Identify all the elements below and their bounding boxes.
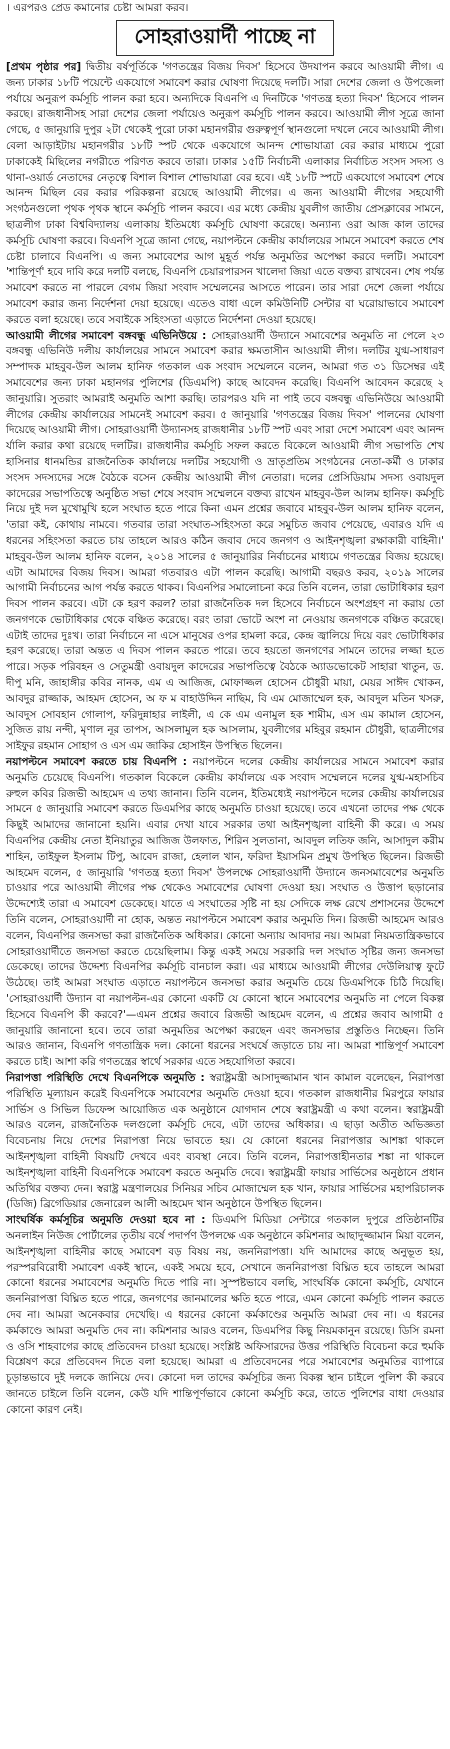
paragraph-text: দ্বিতীয় বর্ষপূর্তিকে 'গণতন্ত্রের বিজয় দিবস' হিসেবে উদযাপন করবে আওয়ামী লীগ। এ জন্য ঢাকার ১৮টি পয়েন্টে একযোগে সমাবেশ করার ঘোষণা দিয়েছে দলটি। সারা দেশের জেলা ও উপজেলা পর্যায়ে অনুরূপ কর্মসূচি পালন করা হবে। অন্যদিকে বিএনপি এ দিনটিকে 'গণতন্ত্র হত্যা দিবস' হিসেবে পালন করছে। রাজধানীসহ সারা দেশের জেলা পর্যায়েও অনুরূপ কর্মসূচি পালন করবে। আওয়ামী লীগ সূত্রে জানা গেছে, ৫ জানুয়ারি দুপুর ২টা থেকেই পুরো ঢাকা মহানগরীর গুরুত্বপূর্ণ স্থানগুলো দখলে নেবে আওয়ামী লীগ। বেলা আড়াইটায় মহানগরীর ১৮টি স্পট থেকে একযোগে আনন্দ শোভাযাত্রা বের করার মাধ্যমে পুরো ঢাকাকেই মিছিলের নগরীতে পরিণত করবে তারা। ঢাকার ১৫টি নির্বাচনী এলাকার নির্বাচিত সংসদ সদস্য ও থানা-ওয়ার্ড নেতাদের নেতৃত্বে বিশাল বিশাল শোভাযাত্রা বের হবে। এই ১৮টি স্পটে একযোগে সমাবেশ শেষে আনন্দ মিছিল বের করার পরিকল্পনা রয়েছে আওয়ামী লীগের। এ জন্য আওয়ামী লীগের সহযোগী সংগঠনগুলো পৃথক পৃথক স্থানে কর্মসূচি পালন করবে। এর মধ্যে কেন্দ্রীয় যুবলীগ জাতীয় প্রেসক্লাবের সামনে, ছাত্রলীগ ঢাকা বিশ্ববিদ্যালয় এলাকায় ইতিমধ্যে কর্মসূচি ঘোষণা করেছে। অন্যান্য ওরা আজ কাল তাদের কর্মসূচি ঘোষণা করবে। বিএনপি সূত্রে জানা গেছে, নয়াপল্টনে কেন্দ্রীয় কার্যালয়ের সামনে সমাবেশ করতে শেষ চেষ্টা চালাবে বিএনপি। এ জন্য সমাবেশের আগ মুহূর্ত পর্যন্ত অনুমতির অপেক্ষা করবে দলটি। সমাবেশ 'শান্তিপূর্ণ' হবে দাবি করে দলটি বলছে, বিএনপি চেয়ারপারসন খালেদা জিয়া এতে বক্তব্য রাখবেন। শেষ পর্যন্ত সমাবেশ করতে না পারলে বেগম জিয়া সংবাদ সম্মেলনের আসতে পারেন। তার সারা দেশে জেলা পর্যায়ে সমাবেশ করার জন্য নির্দেশনা দেয়া হয়েছে। এতেও বাধা এলে কমিউনিটি সেন্টার বা ঘরোয়াভাবে সমাবেশ করতে বলা হয়েছে। তবে সবাইকে সহিংসতা এড়াতে নির্দেশনা দেওয়া হয়েছে। (6, 61, 444, 326)
paragraph-2 (6, 329, 444, 756)
paragraph-text: ডিএমপি মিডিয়া সেন্টারে গতকাল দুপুরে প্রতিষ্ঠানটির অনলাইন নিউজ পোর্টালের তৃতীয় বর্ষে পদার্পণ উপলক্ষে এক অনুষ্ঠানে কমিশনার আছাদুজ্জামান মিয়া বলেন, আইনশৃঙ্খলা বাহিনীর কাছে সমাবেশ বড় বিষয় নয়, জননিরাপত্তা। যদি আমাদের কাছে অনুভূত হয়, পরস্পরবিরোধী সমাবেশ একই স্থানে, একই সময়ে হবে, সেখানে জননিরাপত্তা বিঘ্নিত হবে তাহলে আমরা কোনো ধরনের সমাবেশের অনুমতি দিতে পারি না। সুস্পষ্টভাবে বলছি, সাংঘর্ষিক কোনো কর্মসূচি, যেখানে জননিরাপত্তা বিঘ্নিত হতে পারে, জনগণের জানমালের ক্ষতি হতে পারে, এমন কোনো কর্মসূচি পালন করতে দেব না। আমরা অনেকবার দেখেছি। এ ধরনের কোনো কর্মকাণ্ডের অনুমতি আমরা দেব না। এ ধরনের কর্মকাণ্ডে আমরা অনুমতি দেব না। কমিশনার আরও বলেন, ডিএমপির কিছু নিয়মকানুন রয়েছে। ডিসি রমনা ও ওসি শাহবাগের কাছে প্রতিবেদন চাওয়া হয়েছে। সংশ্লিষ্ট অফিসারদের উত্তর পরিস্থিতি বিবেচনা করে হুমকি বিশ্লেষণ করে প্রতিবেদন দিতে বলা হয়েছে। আমরা এ প্রতিবেদনের পরে সমাবেশের অনুমতির ব্যাপারে চূড়ান্তভাবে দুই দলকে জানিয়ে দেব। কোনো দল তাদের কর্মসূচির জন্য বিকল্প স্থান চাইলে পুলিশ কী করবে জানতে চাইলে তিনি বলেন, কেউ যদি শান্তিপূর্ণভাবে কোনো কর্মসূচি করে, তাতে পুলিশের বাধা দেওয়ার কোনো কারণ নেই। (6, 1214, 444, 1416)
paragraph-1 (6, 60, 444, 329)
paragraph-text: সোহরাওয়ার্দী উদ্যানে সমাবেশের অনুমতি না পেলে ২৩ বঙ্গবন্ধু এভিনিউ দলীয় কার্যালয়ের সামনে সমাবেশ করার ক্ষমতাসীন আওয়ামী লীগ। দলটির যুগ্ম-সাধারণ সম্পাদক মাহবুব-উল আলম হানিফ গতকাল এক সংবাদ সম্মেলনে বলেন, আমরা গত ৩১ ডিসেম্বর এই সমাবেশের জন্য ঢাকা মহানগর পুলিশের (ডিএমপি) কাছে আবেদন করেছি। বিএনপি আবেদন করেছে ২ জানুয়ারি। সুতরাং আমরাই অনুমতি আশা করছি। তারপরও যদি না পাই তবে বঙ্গবন্ধু এভিনিউয়ে আওয়ামী লীগের কেন্দ্রীয় কার্যালয়ের সামনেই সমাবেশ করব। ৫ জানুয়ারি 'গণতন্ত্রের বিজয় দিবস' পালনের ঘোষণা দিয়েছে আওয়ামী লীগ। সোহরাওয়ার্দী উদ্যানসহ রাজধানীর ১৮টি স্পট এবং সারা দেশে সমাবেশ এবং আনন্দ র্যালি করার কথা রয়েছে দলটির। রাজধানীর কর্মসূচি সফল করতে বিকেলে আওয়ামী লীগ সভাপতি শেখ হাসিনার ধানমন্ডির রাজনৈতিক কার্যালয়ে দলটির সহযোগী ও ভ্রাতৃপ্রতিম সংগঠনের নেতা-কর্মী ও ঢাকার সংসদ সদস্যদের সঙ্গে বৈঠকে বসেন কেন্দ্রীয় আওয়ামী লীগ নেতারা। দলের প্রেসিডিয়াম সদস্য ওবায়দুল কাদেরের সভাপতিত্বে অনুষ্ঠিত সভা শেষে সংবাদ সম্মেলনে বক্তব্য রাখেন মাহবুব-উল আলম হানিফ। কর্মসূচি নিয়ে দুই দল মুখোমুখি হলে সংঘাত হতে পারে কিনা এমন প্রশ্নের জবাবে মাহবুব-উল আলম হানিফ বলেন, 'তারা কই, কোথায় নামবে। গতবার তারা সংঘাত-সহিংসতা করে সমুচিত জবাব পেয়েছে, এবারও যদি এ ধরনের সহিংসতা করতে চায় তাহলে আরও কঠিন জবাব দেবে জনগণ ও আইনশৃঙ্খলা রক্ষাকারী বাহিনী।' মাহবুব-উল আলম হানিফ বলেন, ২০১৪ সালের ৫ জানুয়ারির নির্বাচনের মাধ্যমে গণতন্ত্রের বিজয় হয়েছে। এটা আমাদের বিজয় দিবস। আমরা গতবারও এটা পালন করেছি। আগামী বছরও করব, ২০১৯ সালের আগামী নির্বাচনের আগ পর্যন্ত করতে থাকব। বিএনপির সমালোচনা করে তিনি বলেন, তারা ভোটাধিকার হরণ দিবস পালন করবে। এটা কে হরণ করল? তারা রাজনৈতিক দল হিসেবে নির্বাচনে অংশগ্রহণ না করায় তো জনগণকে ভোটাধিকার থেকে বঞ্চিত করেছে। বরং তারা ভোটে অংশ না নেওয়ায় জনগণকে বঞ্চিত করেছে। এটাই তাদের দুঃখ। তারা নির্বাচনে না এসে মানুষের ওপর হামলা করে, কেন্দ্র জ্বালিয়ে দিয়ে বরং ভোটাধিকার হরণ করেছে। তারা অন্তত এ দিবস পালন করতে পারে। তবে হয়তো জনগণের সামনে তাদের লজ্জা হতে পারে। সড়ক পরিবহন ও সেতুমন্ত্রী ওবায়দুল কাদেরের সভাপতিত্বে বৈঠকে অ্যাডভোকেট সাহারা খাতুন, ড. দীপু মনি, জাহাঙ্গীর কবির নানক, এম এ আজিজ, মোফাজ্জল হোসেন চৌধুরী মায়া, মেয়র সাঈদ খোকন, আবদুর রাজ্জাক, আহমদ হোসেন, অ ফ ম বাহাউদ্দিন নাছিম, বি এম মোজাম্মেল হক, আবদুল মতিন খসরু, আবদুস সোবহান গোলাপ, ফরিদুন্নাহার লাইলী, এ কে এম এনামুল হক শামীম, এস এম কামাল হোসেন, সুজিত রায় নন্দী, মৃণাল নূর তাপস, আসলামুল হক আসলাম, যুবলীগের মহিবুর রহমান চৌধুরী, ছাত্রলীগের সাইফুর রহমান সোহাগ ও এস এম জাকির হোসাইন উপস্থিত ছিলেন। (6, 329, 444, 753)
previous-article-tail: । এরপরও প্রেড কমানোর চেষ্টা আমরা করব। (6, 2, 189, 14)
paragraph-4 (6, 1071, 444, 1213)
paragraph-text: নয়াপল্টনে দলের কেন্দ্রীয় কার্যালয়ের সামনে সমাবেশ করার অনুমতি চেয়েছে বিএনপি। গতকাল বিকেলে কেন্দ্রীয় কার্যালয়ে এক সংবাদ সম্মেলনে দলের যুগ্ম-মহাসচিব রুহুল কবির রিজভী আহমেদ এ তথ্য জানান। তিনি বলেন, ইতিমধ্যেই নয়াপল্টনে দলের কেন্দ্রীয় কার্যালয়ের সামনে ৫ জানুয়ারি সমাবেশ করতে ডিএমপির কাছে অনুমতি চাওয়া হয়েছে। তবে এখনো তাদের পক্ষ থেকে কিছুই আমাদের জানানো হয়নি। এবার দেখা যাবে সরকার তথা আইনশৃঙ্খলা বাহিনী কী করে। এ সময় বিএনপির কেন্দ্রীয় নেতা ইনিয়াতুর আজিজ উলফাত, শিরিন সুলতানা, আবদুল লতিফ জনি, আসাদুল করীম শাহিন, তাইফুল ইসলাম টিপু, আবেদ রাজা, হেলাল খান, ফরিদা ইয়াসমিন প্রমুখ উপস্থিত ছিলেন। রিজভী আহমেদ বলেন, ৫ জানুয়ারি 'গণতন্ত্র হত্যা দিবস' উপলক্ষে সোহরাওয়ার্দী উদ্যানে জনসমাবেশের অনুমতি চাওয়ার পরে আওয়ামী লীগের পক্ষ থেকেও সমাবেশের ঘোষণা দেওয়া হয়। সংঘাত ও উত্তাপ ছড়ানোর উদ্দেশ্যেই তারা এ সমাবেশ ডেকেছে। যাতে এ সংঘাতের সৃষ্টি না হয় সেদিকে লক্ষ রেখে প্রশাসনের উদ্দেশে তিনি বলেন, সোহরাওয়ার্দী না হোক, অন্তত নয়াপল্টনে সমাবেশ করার অনুমতি দিন। রিজভী আহমেদ আরও বলেন, বিএনপির জনসভা করা রাজনৈতিক অধিকার। কোনো অন্যায় আবদার নয়। আমরা নিয়মতান্ত্রিকভাবে সোহরাওয়ার্দীতে জনসভা করতে চেয়েছিলাম। কিন্তু একই সময়ে সরকারি দল সংঘাত সৃষ্টির জন্য জনসভা ডেকেছে। তাদের উদ্দেশ্য বিএনপির কর্মসূচি বানচাল করা। এর মাধ্যমে আওয়ামী লীগের দেউলিয়াত্ব ফুটে উঠেছে। তাই আমরা সংঘাত এড়াতে নয়াপল্টনে জনসভা করার অনুমতি চেয়ে ডিএমপিকে চিঠি দিয়েছি। 'সোহরাওয়ার্দী উদ্যান বা নয়াপল্টন-এর কোনো একটি যে কোনো স্থানে সমাবেশের অনুমতি না পেলে বিকল্প হিসেবে বিএনপি কী করবে?'—এমন প্রশ্নের জবাবে রিজভী আহমেদ বলেন, এ প্রশ্নের জবাব আগামী ৫ জানুয়ারি জানানো হবে। তবে তারা অনুমতির অপেক্ষা করছেন এবং জনসভার প্রস্তুতিও নিচ্ছেন। তিনি আরও জানান, বিএনপি গণতান্ত্রিক দল। কোনো ধরনের সংঘর্ষে জড়াতে চায় না। আমরা শান্তিপূর্ণ সমাবেশ করতে চাই। আশা করি গণতন্ত্রের স্বার্থে সরকার এতে সহযোগিতা করবে। (6, 756, 445, 1069)
subheading: নয়াপল্টনে সমাবেশ করতে চায় বিএনপি : (6, 756, 187, 769)
headline-bar (6, 20, 444, 56)
paragraph-5 (6, 1213, 444, 1418)
headline: সোহরাওয়ার্দী পাচ্ছে না (134, 23, 316, 48)
continuation-label: [প্রথম পৃষ্ঠার পর] (6, 61, 82, 73)
subheading: নিরাপত্তা পরিস্থিতি দেখে বিএনপিকে অনুমতি : (6, 1072, 205, 1084)
headline-box (116, 20, 334, 56)
article-body (0, 60, 450, 1419)
paragraph-3 (6, 755, 444, 1071)
subheading: সাংঘর্ষিক কর্মসূচির অনুমতি দেওয়া হবে না : (6, 1214, 206, 1227)
paragraph-text: স্বরাষ্ট্রমন্ত্রী আসাদুজ্জামান খান কামাল বলেছেন, নিরাপত্তা পরিস্থিতি মূল্যায়ন করেই বিএনপিকে সমাবেশের অনুমতি দেওয়া হবে। গতকাল রাজধানীর মিরপুরে ফায়ার সার্ভিস ও সিভিল ডিফেন্স আয়োজিত এক অনুষ্ঠানে যোগদান শেষে স্বরাষ্ট্রমন্ত্রী এ কথা বলেন। স্বরাষ্ট্রমন্ত্রী আরও বলেন, রাজনৈতিক দলগুলো কর্মসূচি দেবে, এটা তাদের অধিকার। এ ছাড়া অতীত অভিজ্ঞতা বিবেচনায় নিয়ে দেশের নিরাপত্তা নিয়ে ভাবতে হয়। যে কোনো ধরনের নিরাপত্তার আশঙ্কা থাকলে আইনশৃঙ্খলা বাহিনী বিষয়টি দেখবে এবং ব্যবস্থা নেবে। তিনি বলেন, নিরাপত্তাহীনতার শঙ্কা না থাকলে আইনশৃঙ্খলা বাহিনী বিএনপিকে সমাবেশ করতে অনুমতি দেবে। স্বরাষ্ট্রমন্ত্রী ফায়ার সার্ভিসের অনুষ্ঠানে প্রধান অতিথির বক্তব্য দেন। স্বরাষ্ট্র মন্ত্রণালয়ের সিনিয়র সচিব মোজাম্মেল হক খান, ফায়ার সার্ভিসের মহাপরিচালক (ডিজি) ব্রিগেডিয়ার জেনারেল আলী আহমেদ খান অনুষ্ঠানে উপস্থিত ছিলেন। (6, 1072, 445, 1211)
subheading: আওয়ামী লীগের সমাবেশ বঙ্গবন্ধু এভিনিউয়ে : (6, 329, 207, 342)
